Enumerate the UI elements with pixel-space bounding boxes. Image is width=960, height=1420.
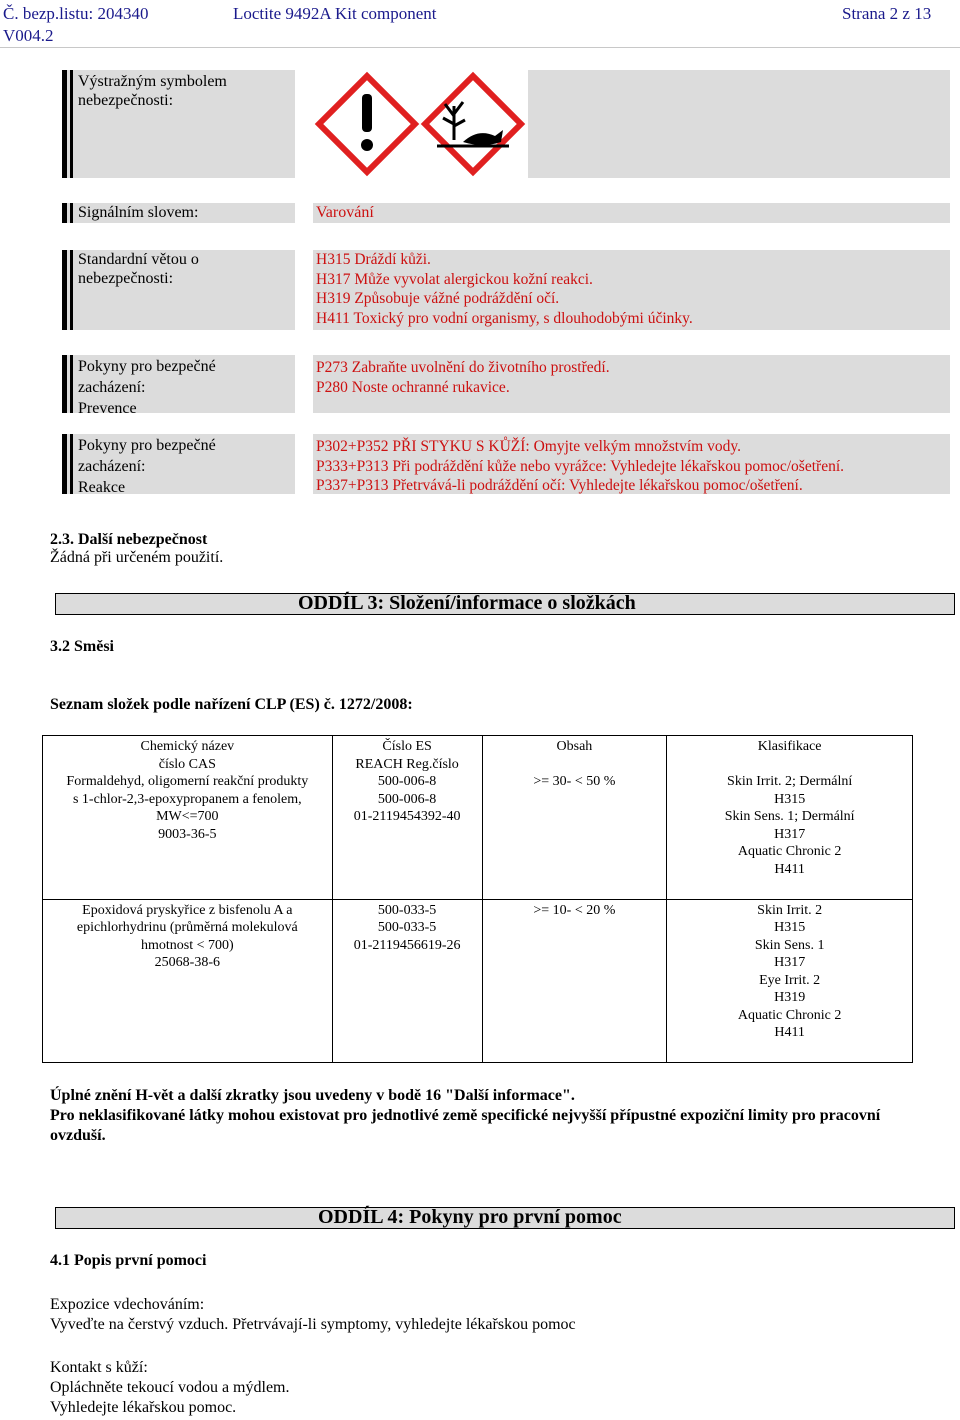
row-class-line: H411 xyxy=(774,1025,805,1040)
col-header-cas: číslo CAS xyxy=(158,756,216,772)
response-statements-box xyxy=(313,434,950,494)
row-es-line: 500-006-8 xyxy=(377,791,437,807)
row-cas: 25068-38-6 xyxy=(154,955,220,970)
signal-label: Signálním slovem: xyxy=(78,204,199,221)
row-name-line: s 1-chlor-2,3-epoxypropanem a fenolem, xyxy=(72,791,302,807)
hazard-label: Standardní větou o nebezpečnosti: xyxy=(78,251,199,287)
col-header-reach: REACH Reg.číslo xyxy=(355,756,459,772)
row-es-line: 500-033-5 xyxy=(377,902,437,918)
signal-label-box xyxy=(62,203,295,223)
skin-text: Opláchněte tekoucí vodou a mýdlem. xyxy=(50,1379,290,1396)
row-name-line: epichlorhydrinu (průměrná molekulová xyxy=(76,920,298,935)
row-class-line: H411 xyxy=(774,861,805,877)
pictograms-label: Výstražným symbolem nebezpečnosti: xyxy=(78,73,227,109)
row-class-line: H315 xyxy=(774,791,806,807)
exposure-limits-note: Pro neklasifikované látky mohou existovat pro jednotlivé země specifické nejvyšší přípustné expoziční limity pro pracovní xyxy=(50,1107,881,1124)
section4-title: ODDÍL 4: Pokyny pro první pomoc xyxy=(318,1206,622,1228)
hazard-statement: H319 Způsobuje vážné podráždění očí. xyxy=(316,290,560,307)
row-es-line: 500-033-5 xyxy=(377,920,437,935)
row-reach: 01-2119456619-26 xyxy=(353,937,461,953)
hazard-statements-box xyxy=(313,250,950,330)
hazard-statement: H411 Toxický pro vodní organismy, s dlouhodobými účinky. xyxy=(316,309,693,327)
response-label-line: zacházení: xyxy=(78,458,146,475)
environment-hazard-icon xyxy=(425,76,521,172)
doc-version: V004.2 xyxy=(3,26,54,45)
response-label-line: Reakce xyxy=(78,479,126,496)
row-content: >= 10- < 20 % xyxy=(533,902,616,918)
prevention-label-line: Prevence xyxy=(78,400,137,417)
row-content: >= 30- < 50 % xyxy=(533,774,616,789)
prevention-label-line: zacházení: xyxy=(78,379,146,396)
exclamation-mark-icon xyxy=(319,76,415,172)
prevention-label-line: Pokyny pro bezpečné xyxy=(78,358,216,375)
page-number: Strana 2 z 13 xyxy=(842,4,932,23)
table-row xyxy=(43,773,913,899)
response-label-box xyxy=(62,434,295,494)
hazard-label-box xyxy=(62,250,295,330)
row-name-line: MW<=700 xyxy=(156,809,219,824)
col-header-es: Číslo ES xyxy=(382,739,432,754)
table-row xyxy=(43,899,913,1062)
row-es-line: 500-006-8 xyxy=(377,774,437,789)
product-name: Loctite 9492A Kit component xyxy=(233,4,437,23)
h-statements-note: Úplné znění H-vět a další zkratky jsou uvedeny v bodě 16 "Další informace". xyxy=(50,1087,575,1104)
row-name-line: Formaldehyd, oligomerní reakční produkty xyxy=(66,774,309,789)
exposure-limits-note-cont: ovzduší. xyxy=(50,1127,106,1144)
col-header-class: Klasifikace xyxy=(757,739,822,754)
row-class-line: Skin Sens. 1; Dermální xyxy=(724,809,855,824)
hazard-statement: H317 Může vyvolat alergickou kožní reakci. xyxy=(316,270,593,288)
response-statement: P337+P313 Přetrvává-li podráždění očí: Vyhledejte lékařskou pomoc/ošetření. xyxy=(316,477,803,494)
row-reach: 01-2119454392-40 xyxy=(353,809,461,824)
response-statement: P333+P313 Při podráždění kůže nebo vyrážce: Vyhledejte lékařskou pomoc/ošetření. xyxy=(316,457,844,475)
row-class-line: Aquatic Chronic 2 xyxy=(737,1007,842,1023)
hazard-statement: H315 Dráždí kůži. xyxy=(316,251,431,268)
header-divider xyxy=(0,47,960,48)
row-class-line: H317 xyxy=(774,955,806,970)
row-name-line: Epoxidová pryskyřice z bisfenolu A a xyxy=(82,902,293,918)
row-cas: 9003-36-5 xyxy=(158,826,217,842)
inhalation-text: Vyveďte na čerstvý vzduch. Přetrvávají-li symptomy, vyhledejte lékařskou pomoc xyxy=(50,1316,576,1333)
other-hazards-text: Žádná při určeném použití. xyxy=(50,549,224,566)
section3-subtitle: 3.2 Směsi xyxy=(50,638,114,655)
prevention-statement: P273 Zabraňte uvolnění do životního prostředí. xyxy=(316,359,610,376)
inhalation-label: Expozice vdechováním: xyxy=(50,1296,205,1313)
col-header-name: Chemický název xyxy=(140,739,235,754)
signal-word-box xyxy=(313,203,950,223)
pictograms-label-box xyxy=(62,70,295,178)
composition-table xyxy=(42,735,913,1063)
row-class-line: Eye Irrit. 2 xyxy=(759,972,821,988)
row-class-line: H315 xyxy=(774,920,806,935)
row-class-line: H317 xyxy=(774,826,806,842)
doc-number: Č. bezp.listu: 204340 xyxy=(3,4,149,23)
row-class-line: H319 xyxy=(774,990,806,1005)
row-class-line: Skin Irrit. 2; Dermální xyxy=(727,774,853,789)
composition-list-title: Seznam složek podle nařízení CLP (ES) č. 1272/2008: xyxy=(50,696,413,713)
skin-text-cont: Vyhledejte lékařskou pomoc. xyxy=(50,1399,237,1416)
section4-subtitle: 4.1 Popis první pomoci xyxy=(50,1252,207,1269)
prevention-statement: P280 Noste ochranné rukavice. xyxy=(316,378,510,396)
other-hazards-title: 2.3. Další nebezpečnost xyxy=(50,531,208,548)
section3-title: ODDÍL 3: Složení/informace o složkách xyxy=(298,592,636,614)
row-name-line: hmotnost < 700) xyxy=(140,937,234,953)
row-class-line: Skin Irrit. 2 xyxy=(757,902,823,918)
signal-word: Varování xyxy=(316,204,374,221)
pictograms-area xyxy=(313,70,950,178)
col-header-content: Obsah xyxy=(556,739,593,754)
response-label-line: Pokyny pro bezpečné xyxy=(78,437,216,454)
row-class-line: Skin Sens. 1 xyxy=(754,937,825,953)
skin-label: Kontakt s kůží: xyxy=(50,1359,148,1376)
prevention-statements-box xyxy=(313,355,950,413)
response-statement: P302+P352 PŘI STYKU S KŮŽÍ: Omyjte velkým množstvím vody. xyxy=(316,438,741,455)
prevention-label-box xyxy=(62,355,295,417)
table-header-row xyxy=(43,736,913,774)
row-class-line: Aquatic Chronic 2 xyxy=(737,844,842,859)
